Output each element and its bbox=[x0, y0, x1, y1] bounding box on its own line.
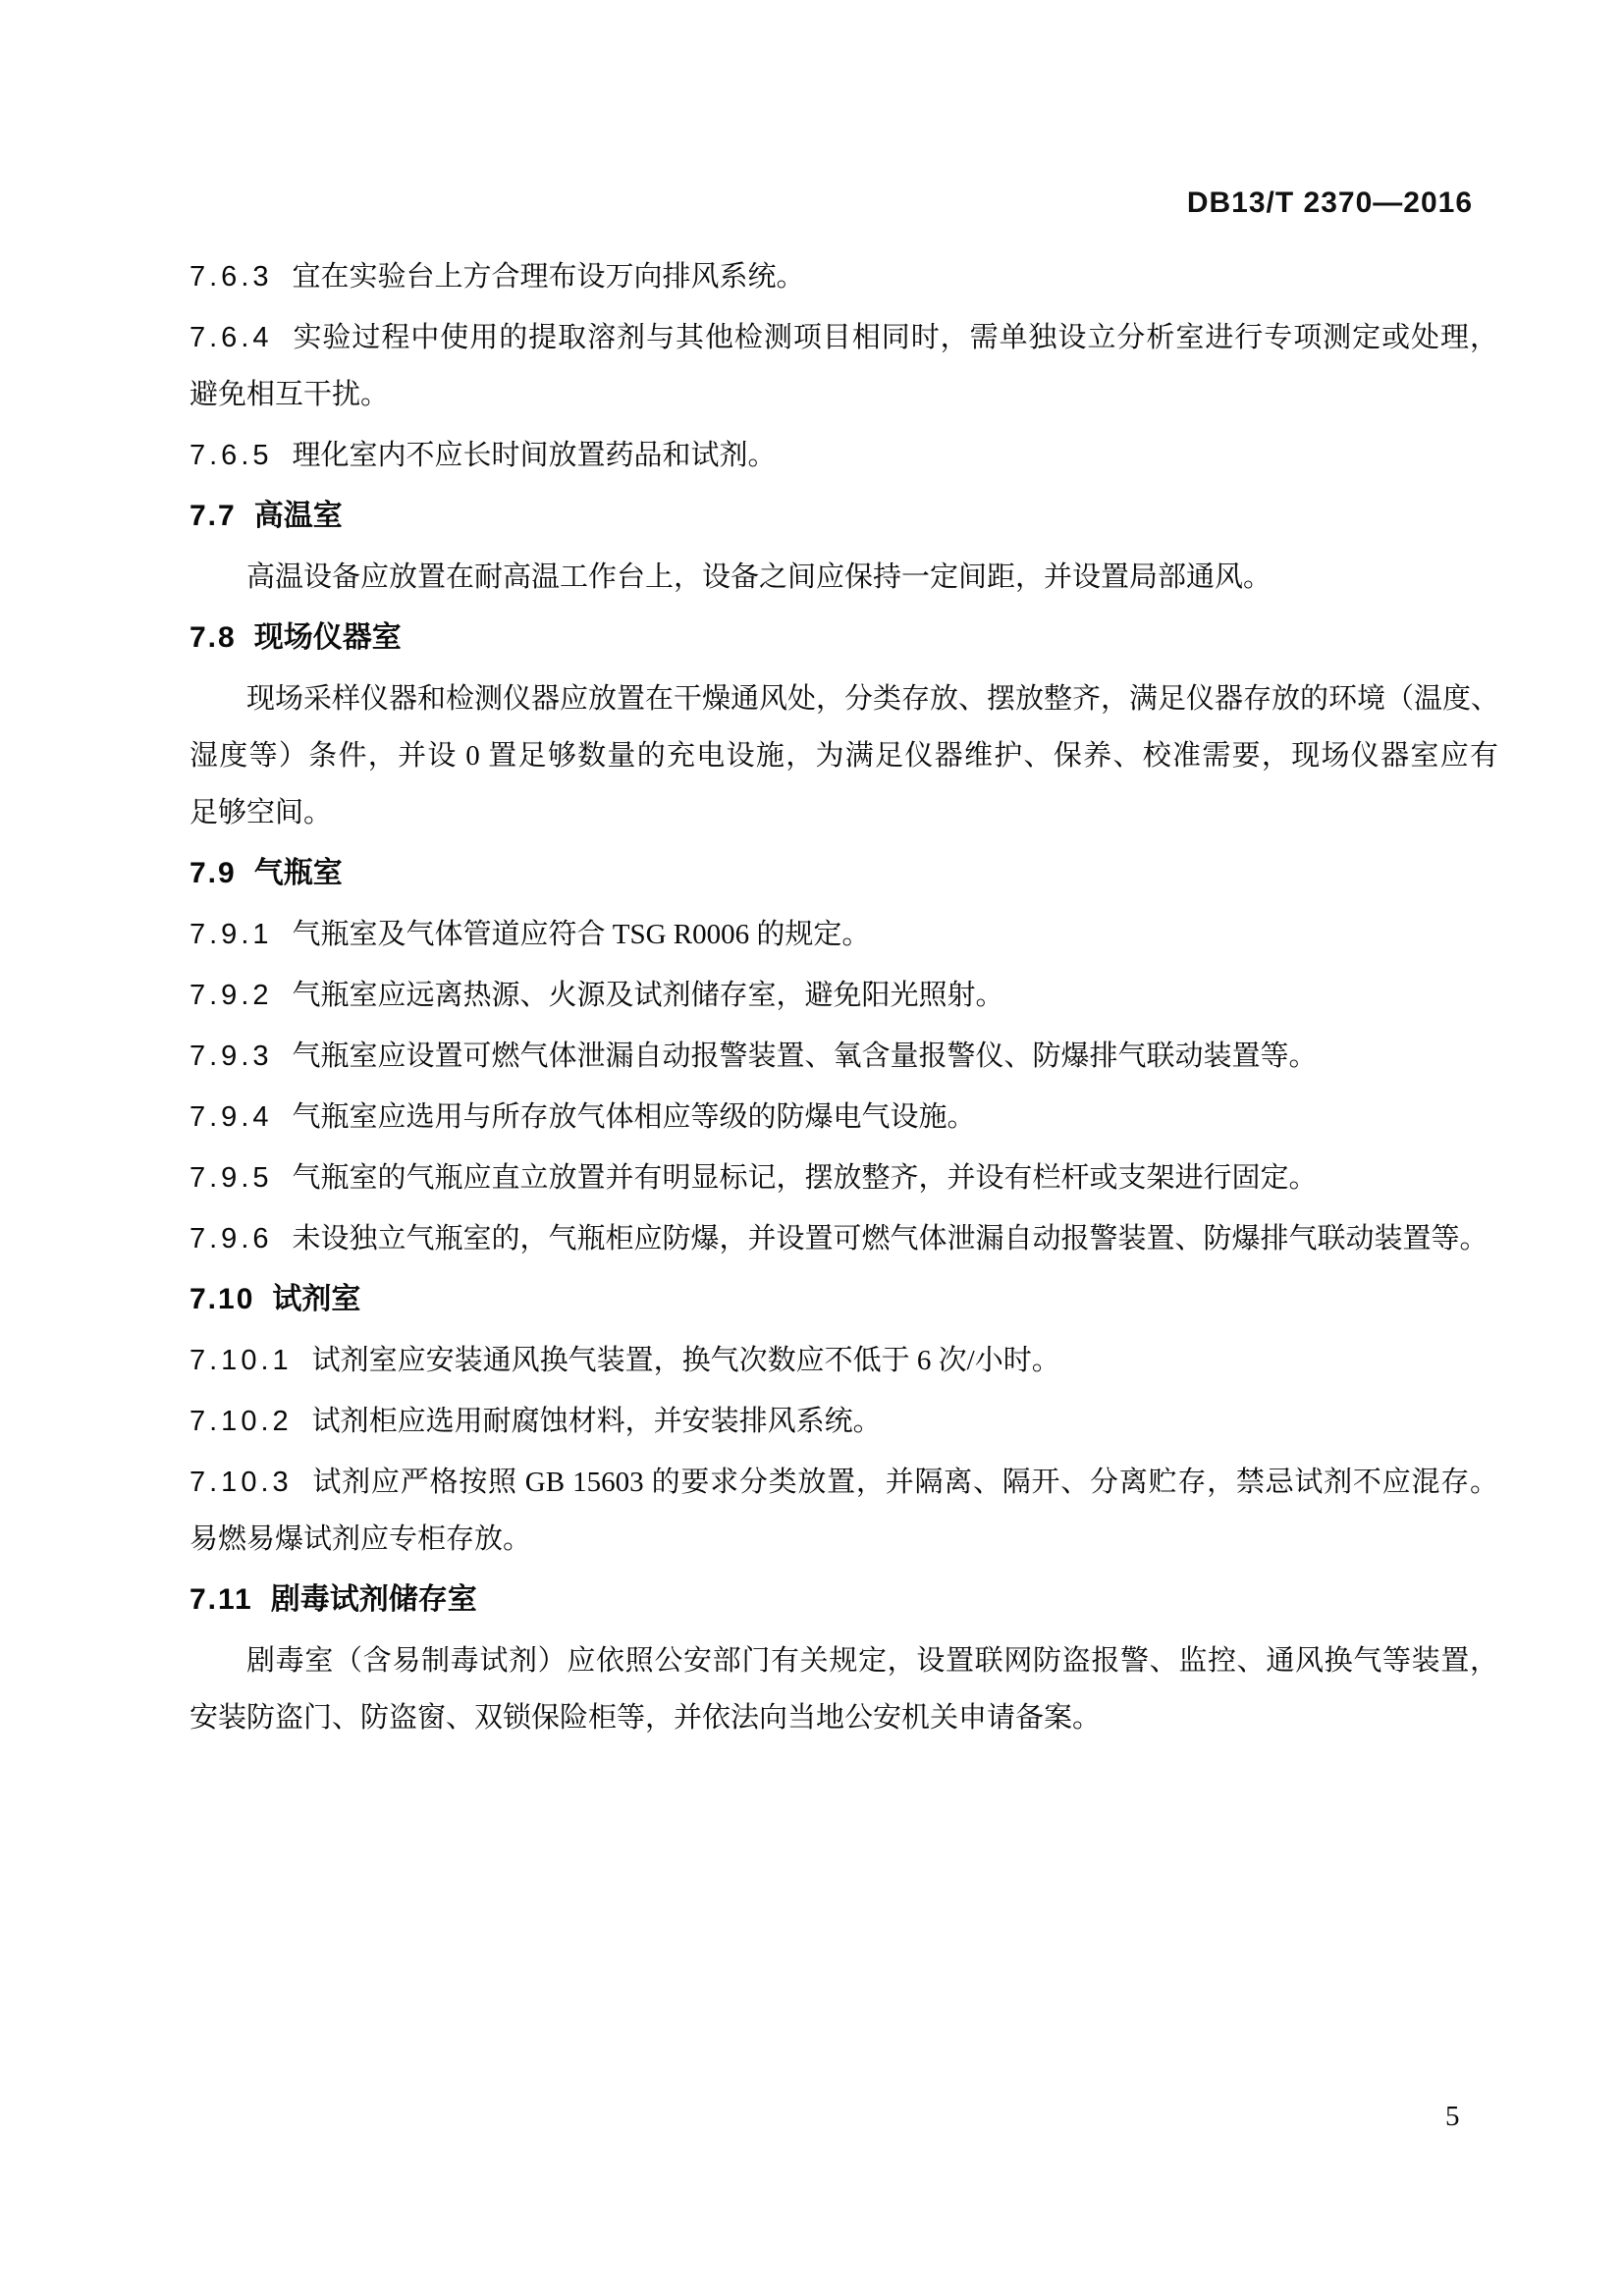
text-line: 剧毒室（含易制毒试剂）应依照公安部门有关规定，设置联网防盗报警、监控、通风换气等装置， bbox=[246, 1645, 1498, 1677]
text-line bbox=[189, 427, 1498, 484]
clause-number: 7.10.1 bbox=[189, 1345, 293, 1376]
section-number: 7.7 bbox=[189, 500, 237, 532]
document-header bbox=[189, 187, 1473, 220]
text-line bbox=[189, 309, 1498, 366]
section-title: 剧毒试剂储存室 bbox=[270, 1583, 477, 1616]
clause-number: 7.9.2 bbox=[189, 980, 273, 1011]
clause bbox=[189, 1393, 1498, 1450]
text-line bbox=[189, 967, 1498, 1024]
page-number: 5 bbox=[1445, 2101, 1460, 2132]
paragraph bbox=[189, 1632, 1498, 1746]
section-number: 7.10 bbox=[189, 1283, 255, 1315]
clause bbox=[189, 1454, 1498, 1568]
clause-text: 理化室内不应长时间放置药品和试剂。 bbox=[292, 440, 777, 471]
text-line: 易燃易爆试剂应专柜存放。 bbox=[189, 1523, 532, 1555]
text-line: 高温设备应放置在耐高温工作台上，设备之间应保持一定间距，并设置局部通风。 bbox=[246, 561, 1272, 593]
clause-text: 宜在实验台上方合理布设万向排风系统。 bbox=[292, 261, 805, 293]
clause-number: 7.9.1 bbox=[189, 919, 273, 950]
section-title: 试剂室 bbox=[272, 1283, 361, 1315]
clause-number: 7.10.3 bbox=[189, 1467, 293, 1498]
clause-text: 实验过程中使用的提取溶剂与其他检测项目相同时，需单独设立分析室进行专项测定或处理， bbox=[292, 322, 1498, 353]
text-line bbox=[189, 248, 1498, 305]
clause-number: 7.9.3 bbox=[189, 1041, 273, 1072]
text-line bbox=[189, 488, 1498, 545]
section-heading bbox=[189, 488, 1498, 545]
clause-text: 未设独立气瓶室的，气瓶柜应防爆，并设置可燃气体泄漏自动报警装置、防爆排气联动装置等。 bbox=[292, 1223, 1489, 1255]
section-number: 7.8 bbox=[189, 621, 237, 654]
clause bbox=[189, 1089, 1498, 1146]
text-line bbox=[189, 906, 1498, 963]
text-line bbox=[189, 845, 1498, 902]
clause bbox=[189, 1210, 1498, 1267]
clause bbox=[189, 967, 1498, 1024]
section-title: 气瓶室 bbox=[253, 857, 343, 889]
text-line: 避免相互干扰。 bbox=[189, 379, 390, 410]
text-line: 现场采样仪器和检测仪器应放置在干燥通风处，分类存放、摆放整齐，满足仪器存放的环境（温度、 bbox=[246, 683, 1500, 715]
clause-text: 试剂应严格按照 GB 15603 的要求分类放置，并隔离、隔开、分离贮存，禁忌试剂不应混存。 bbox=[311, 1467, 1498, 1498]
clause-text: 气瓶室及气体管道应符合 TSG R0006 的规定。 bbox=[292, 919, 871, 950]
clause bbox=[189, 1028, 1498, 1085]
clause-number: 7.6.4 bbox=[189, 322, 273, 353]
clause-number: 7.9.6 bbox=[189, 1223, 273, 1255]
paragraph bbox=[189, 549, 1498, 606]
paragraph bbox=[189, 670, 1498, 841]
clause-text: 试剂室应安装通风换气装置，换气次数应不低于 6 次/小时。 bbox=[311, 1345, 1060, 1376]
text-line bbox=[189, 1089, 1498, 1146]
section-heading bbox=[189, 1572, 1498, 1629]
text-line bbox=[189, 1332, 1498, 1389]
section-title: 现场仪器室 bbox=[253, 621, 402, 654]
clause-number: 7.9.5 bbox=[189, 1162, 273, 1194]
clause bbox=[189, 906, 1498, 963]
text-line bbox=[189, 610, 1498, 667]
text-line bbox=[189, 1028, 1498, 1085]
clause bbox=[189, 427, 1498, 484]
text-line bbox=[189, 1271, 1498, 1328]
text-line bbox=[189, 1149, 1498, 1206]
clause-number: 7.6.3 bbox=[189, 261, 273, 293]
text-line bbox=[189, 1454, 1498, 1511]
standard-number: DB13/T 2370—2016 bbox=[1186, 187, 1473, 219]
clause bbox=[189, 248, 1498, 305]
clause bbox=[189, 309, 1498, 423]
clause-text: 气瓶室应设置可燃气体泄漏自动报警装置、氧含量报警仪、防爆排气联动装置等。 bbox=[292, 1041, 1318, 1072]
clause-text: 试剂柜应选用耐腐蚀材料，并安装排风系统。 bbox=[311, 1406, 882, 1437]
text-line: 湿度等）条件，并设 0 置足够数量的充电设施，为满足仪器维护、保养、校准需要，现场仪器室应有 bbox=[189, 740, 1498, 772]
text-line bbox=[189, 1210, 1498, 1267]
section-title: 高温室 bbox=[253, 500, 343, 532]
text-line: 安装防盗门、防盗窗、双锁保险柜等，并依法向当地公安机关申请备案。 bbox=[189, 1702, 1102, 1734]
document-body bbox=[189, 248, 1498, 1750]
clause-text: 气瓶室的气瓶应直立放置并有明显标记，摆放整齐，并设有栏杆或支架进行固定。 bbox=[292, 1162, 1318, 1194]
clause bbox=[189, 1332, 1498, 1389]
clause bbox=[189, 1149, 1498, 1206]
section-heading bbox=[189, 1271, 1498, 1328]
section-number: 7.9 bbox=[189, 857, 237, 889]
clause-number: 7.10.2 bbox=[189, 1406, 293, 1437]
text-line: 足够空间。 bbox=[189, 797, 333, 828]
section-heading bbox=[189, 610, 1498, 667]
clause-number: 7.6.5 bbox=[189, 440, 273, 471]
text-line bbox=[189, 1572, 1498, 1629]
clause-text: 气瓶室应远离热源、火源及试剂储存室，避免阳光照射。 bbox=[292, 980, 1004, 1011]
clause-number: 7.9.4 bbox=[189, 1101, 273, 1133]
text-line bbox=[189, 1393, 1498, 1450]
clause-text: 气瓶室应选用与所存放气体相应等级的防爆电气设施。 bbox=[292, 1101, 976, 1133]
section-number: 7.11 bbox=[189, 1583, 253, 1616]
section-heading bbox=[189, 845, 1498, 902]
